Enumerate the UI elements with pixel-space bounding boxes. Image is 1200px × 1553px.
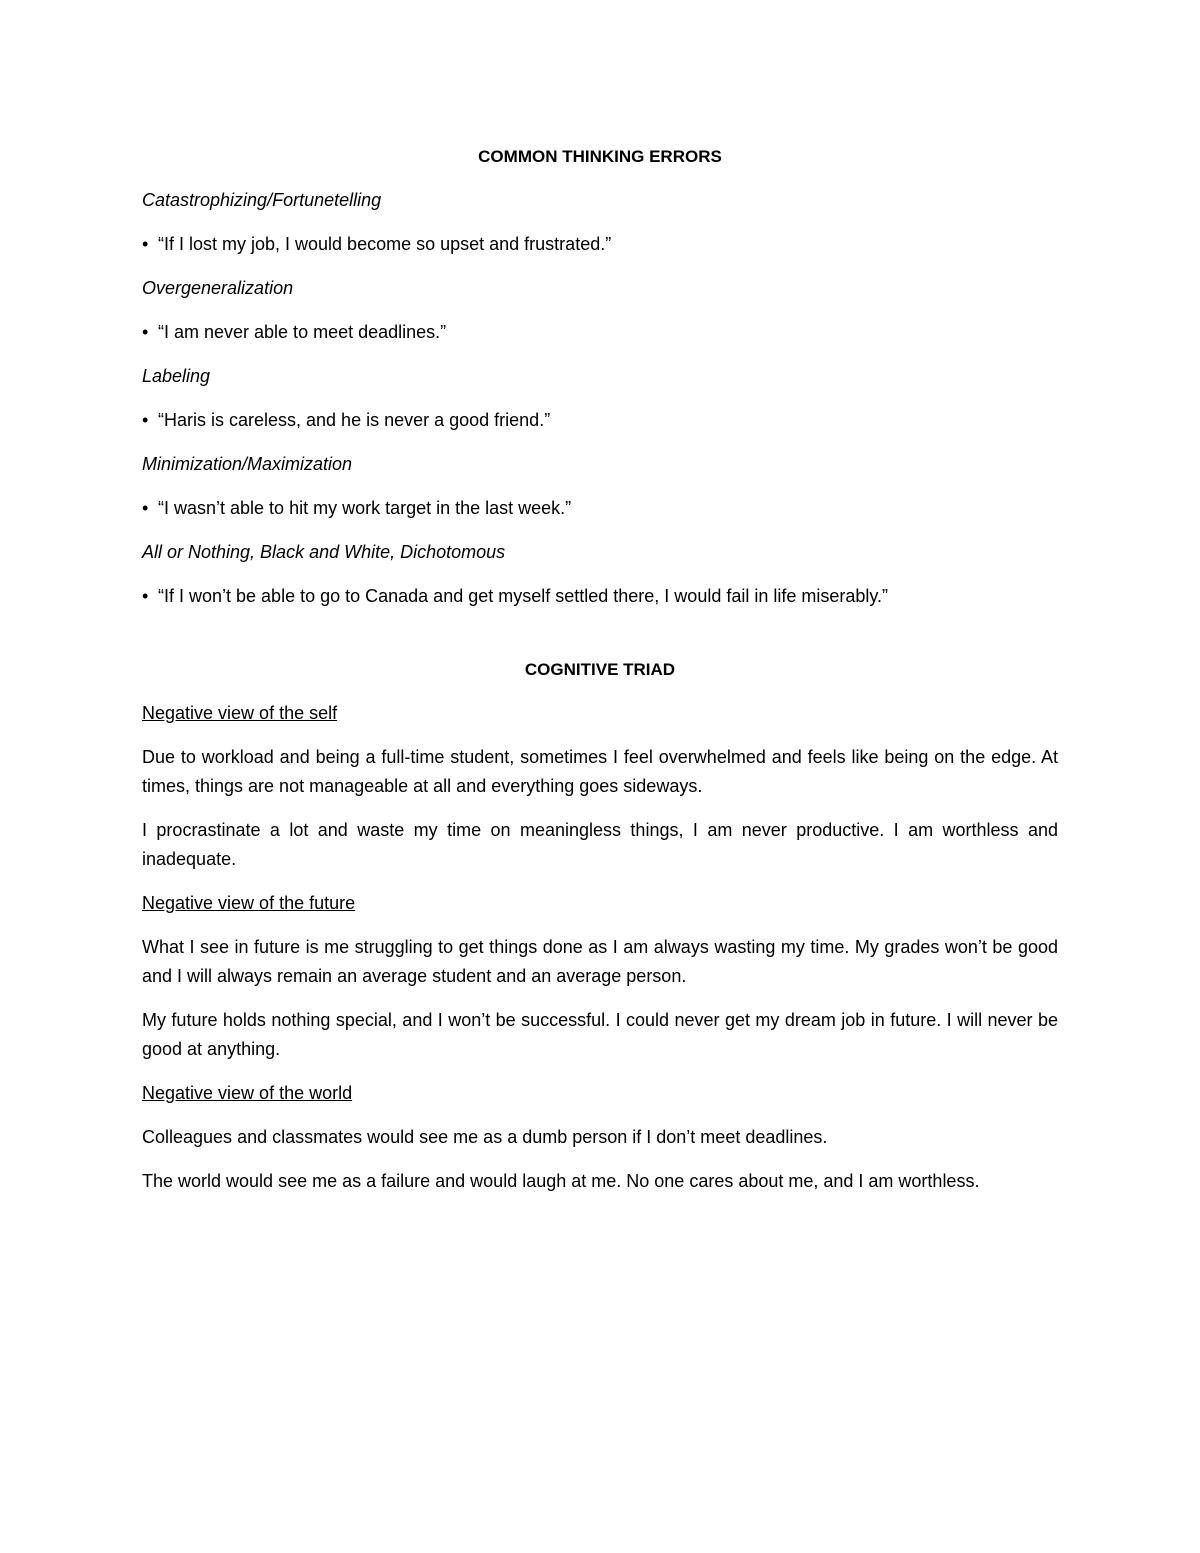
paragraph: What I see in future is me struggling to get things done as I am always wasting my time. My grades won’t be good and I will always remain an average student and an average person.: [142, 937, 1058, 986]
error-example-text: “If I lost my job, I would become so upset and frustrated.”: [158, 234, 612, 254]
error-name: Overgeneralization: [142, 278, 294, 298]
error-example: [142, 230, 1058, 259]
error-name: Catastrophizing/Fortunetelling: [142, 190, 382, 210]
view-title-world: Negative view of the world: [142, 1083, 353, 1103]
bullet-icon: •: [142, 410, 149, 430]
view-title-future: Negative view of the future: [142, 893, 356, 913]
bullet-icon: •: [142, 498, 149, 518]
error-example-text: “Haris is careless, and he is never a good friend.”: [158, 410, 551, 430]
error-example-text: “I wasn’t able to hit my work target in the last week.”: [158, 498, 572, 518]
paragraph: Colleagues and classmates would see me as a dumb person if I don’t meet deadlines.: [142, 1127, 828, 1147]
error-example: [142, 318, 1058, 347]
bullet-icon: •: [142, 322, 149, 342]
error-name: All or Nothing, Black and White, Dichotomous: [142, 542, 506, 562]
error-example-text: “I am never able to meet deadlines.”: [158, 322, 447, 342]
paragraph: I procrastinate a lot and waste my time on meaningless things, I am never productive. I am worthless and inadequate.: [142, 820, 1058, 869]
error-name: Minimization/Maximization: [142, 454, 353, 474]
error-example-text: “If I won’t be able to go to Canada and get myself settled there, I would fail in life miserably.”: [158, 586, 889, 606]
section-heading-cognitive-triad: COGNITIVE TRIAD: [524, 660, 676, 679]
error-example: [142, 406, 1058, 435]
paragraph: My future holds nothing special, and I won’t be successful. I could never get my dream job in future. I will never be good at anything.: [142, 1010, 1058, 1059]
error-name: Labeling: [142, 366, 211, 386]
paragraph: The world would see me as a failure and would laugh at me. No one cares about me, and I am worthless.: [142, 1171, 980, 1191]
paragraph: Due to workload and being a full-time student, sometimes I feel overwhelmed and feels like being on the edge. At times, things are not manageable at all and everything goes sideways.: [142, 747, 1058, 796]
section-heading-thinking-errors: COMMON THINKING ERRORS: [478, 147, 722, 166]
view-title-self: Negative view of the self: [142, 703, 338, 723]
document-page: [142, 142, 1058, 1196]
error-example: [142, 582, 1058, 611]
bullet-icon: •: [142, 586, 149, 606]
error-example: [142, 494, 1058, 523]
bullet-icon: •: [142, 234, 149, 254]
